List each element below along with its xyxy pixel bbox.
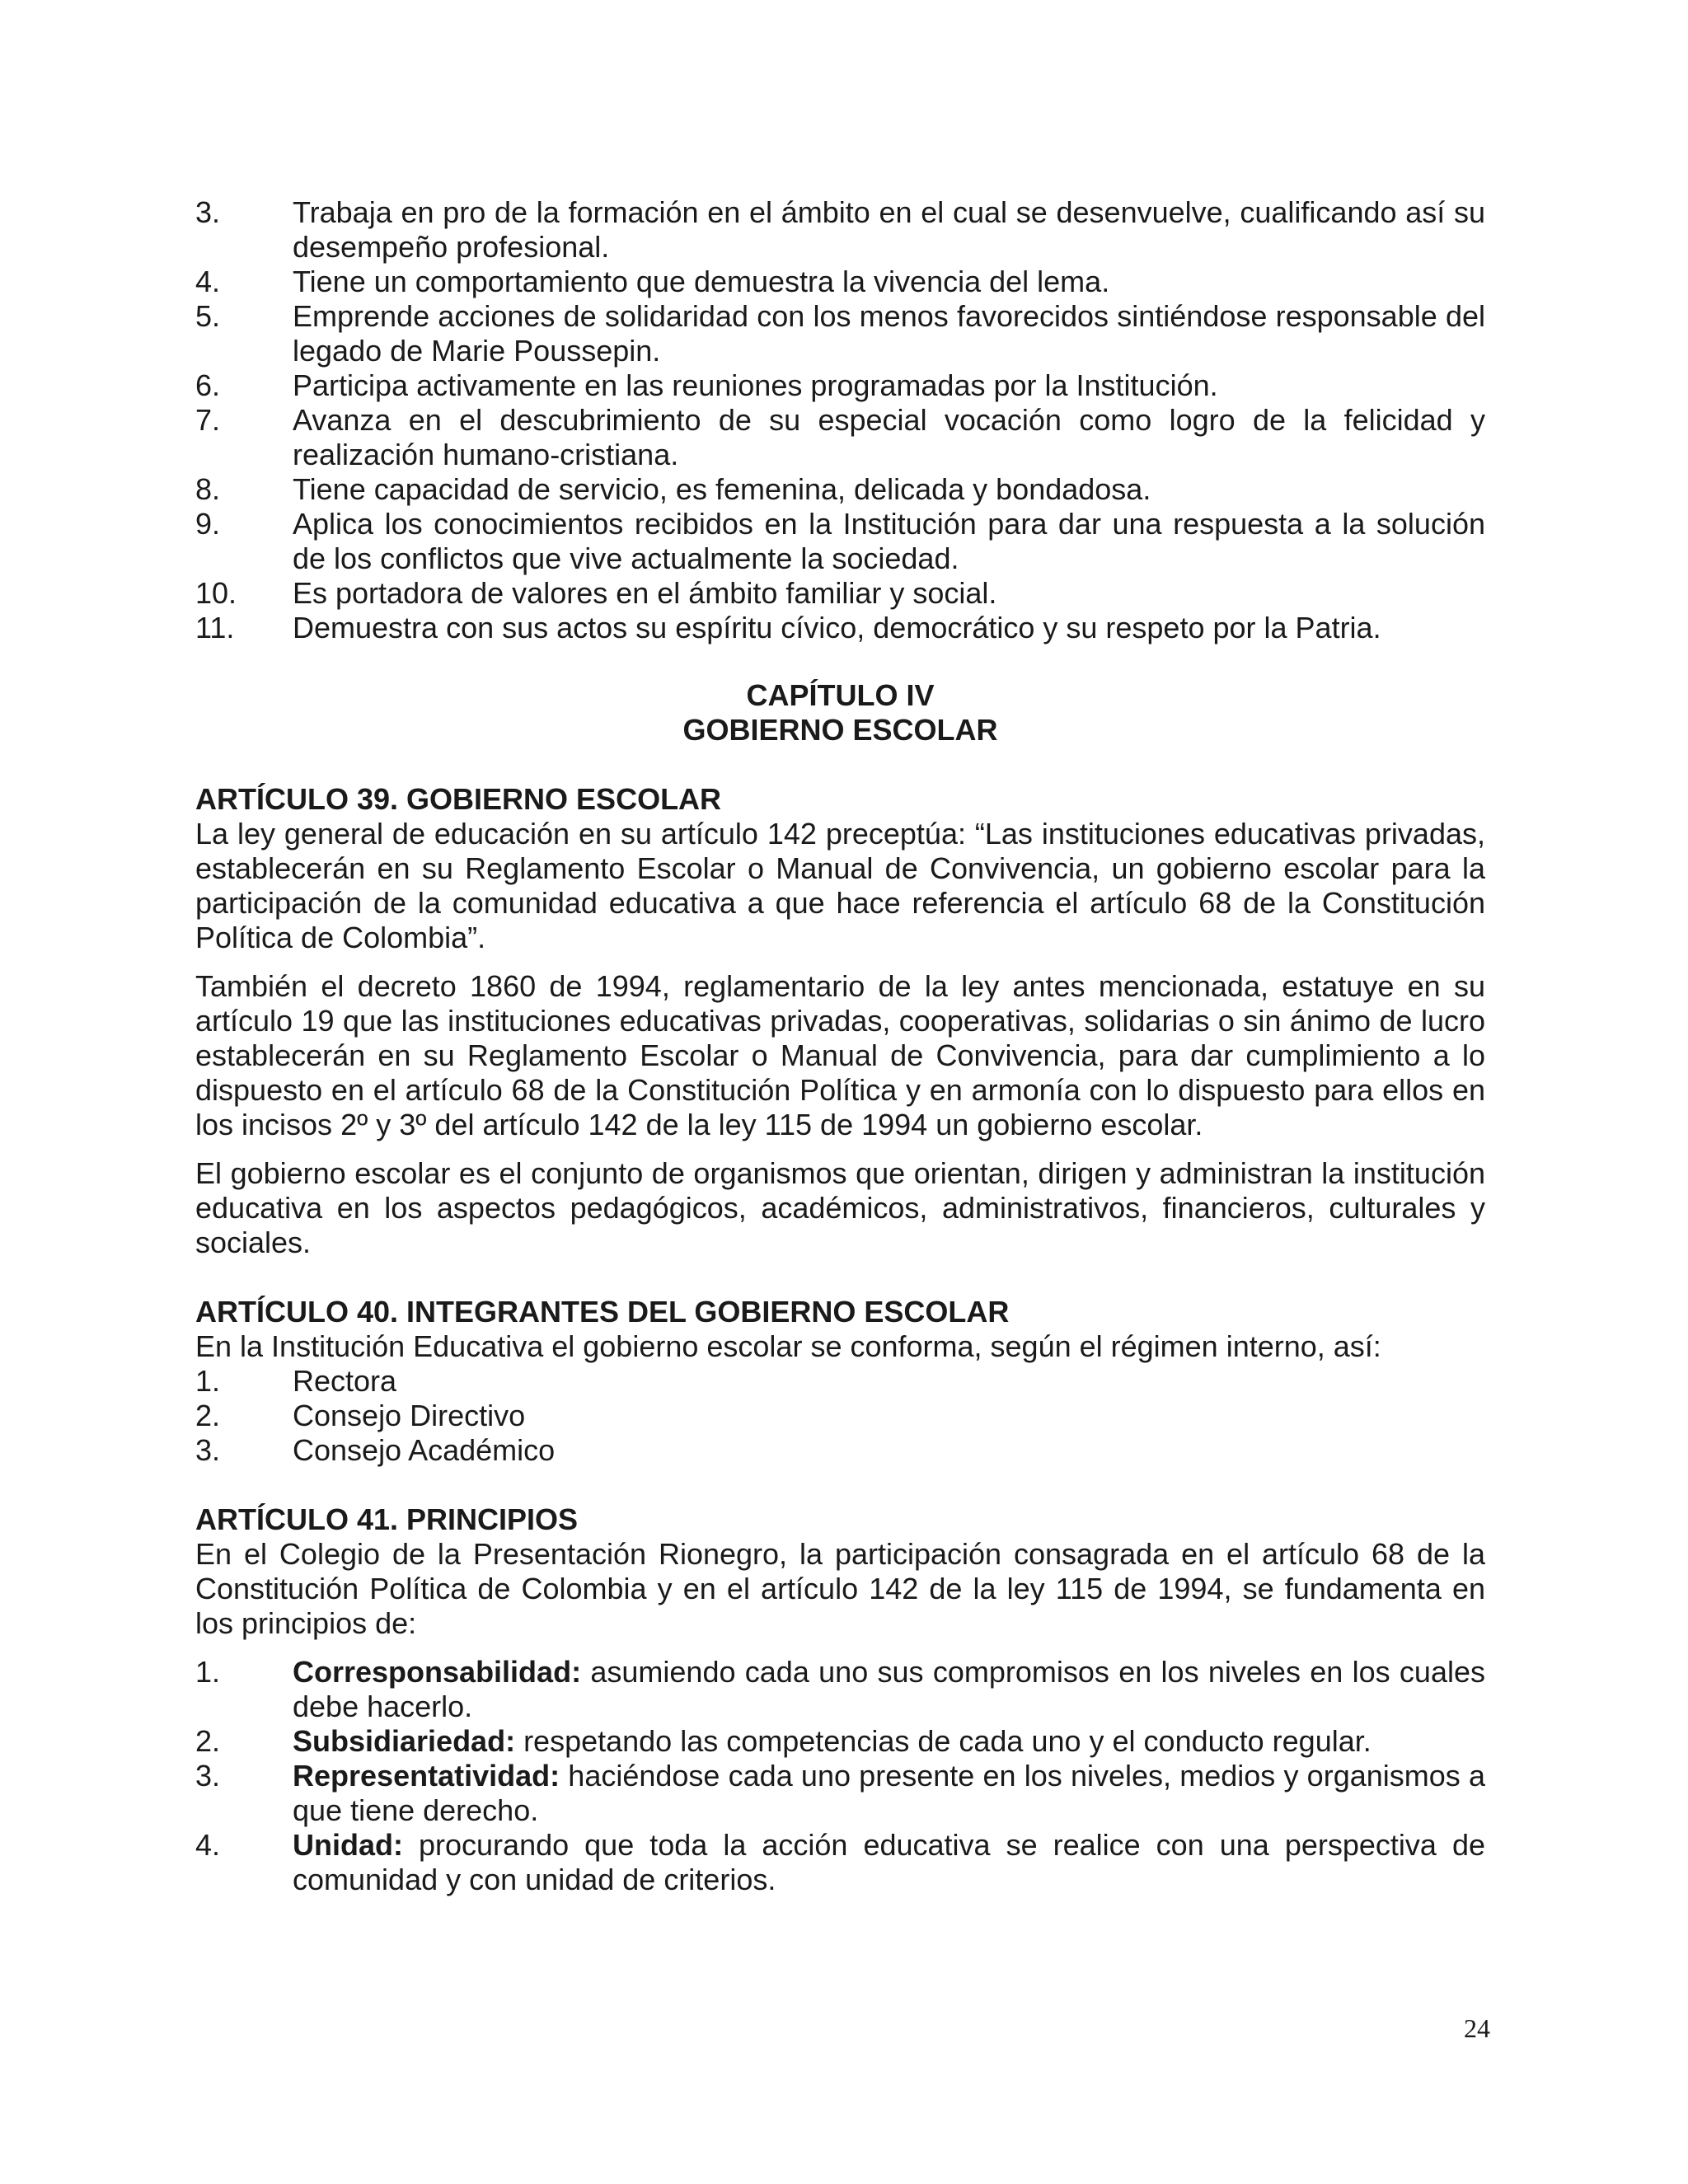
principle-text: procurando que toda la acción educativa se realice con una perspectiva de comunidad y con unidad de criterios. <box>293 1828 1485 1896</box>
list-item <box>195 1828 1485 1897</box>
list-item <box>195 1759 1485 1828</box>
list-text: Consejo Académico <box>293 1433 556 1467</box>
list-text: Avanza en el descubrimiento de su especial vocación como logro de la felicidad y realización humano-cristiana. <box>293 403 1485 471</box>
principle-term: Corresponsabilidad: <box>293 1655 582 1689</box>
article-41 <box>195 1502 1485 1897</box>
article-title: ARTÍCULO 40. INTEGRANTES DEL GOBIERNO ESCOLAR <box>195 1295 1010 1329</box>
list-number: 3. <box>195 1759 221 1793</box>
list-number: 10. <box>195 576 237 610</box>
list-text: Rectora <box>293 1364 397 1398</box>
list-text: Emprende acciones de solidaridad con los menos favorecidos sintiéndose responsable del legado de Marie Poussepin. <box>293 299 1485 368</box>
page-content <box>195 195 1485 1897</box>
members-list <box>195 1364 1485 1468</box>
profile-list <box>195 195 1485 645</box>
paragraph: En la Institución Educativa el gobierno escolar se conforma, según el régimen interno, así: <box>195 1329 1381 1363</box>
list-text: Tiene un comportamiento que demuestra la vivencia del lema. <box>293 265 1110 298</box>
chapter-heading <box>195 678 1485 748</box>
article-title: ARTÍCULO 41. PRINCIPIOS <box>195 1502 579 1536</box>
list-number: 1. <box>195 1364 221 1398</box>
principle-text: haciéndose cada uno presente en los niveles, medios y organismos a que tiene derecho. <box>293 1759 1485 1827</box>
principle-text: respetando las competencias de cada uno y el conducto regular. <box>515 1724 1372 1758</box>
article-39 <box>195 782 1485 1260</box>
principle-text: asumiendo cada uno sus compromisos en los niveles en los cuales debe hacerlo. <box>293 1655 1485 1723</box>
list-item <box>195 299 1485 368</box>
paragraph: El gobierno escolar es el conjunto de organismos que orientan, dirigen y administran la institución educativa en los aspectos pedagógicos, académicos, administrativos, financieros, culturales y sociales. <box>195 1156 1485 1259</box>
principle-term: Representatividad: <box>293 1759 560 1793</box>
list-text: Tiene capacidad de servicio, es femenina, delicada y bondadosa. <box>293 472 1151 506</box>
list-item <box>195 611 1485 645</box>
list-item <box>195 1364 1485 1399</box>
paragraph: La ley general de educación en su artículo 142 preceptúa: “Las instituciones educativas privadas, establecerán en su Reglamento Escolar o Manual de Convivencia, un gobierno escolar para la participación de la comunidad educativa a que hace referencia el artículo 68 de la Constitución Política de Colombia”. <box>195 817 1485 954</box>
list-item <box>195 1399 1485 1433</box>
list-item <box>195 507 1485 576</box>
list-number: 3. <box>195 1433 221 1467</box>
list-item <box>195 576 1485 611</box>
list-text: Aplica los conocimientos recibidos en la Institución para dar una respuesta a la solución de los conflictos que vive actualmente la sociedad. <box>293 507 1485 575</box>
list-item <box>195 368 1485 403</box>
list-item <box>195 403 1485 472</box>
list-number: 4. <box>195 1828 221 1862</box>
list-text: Participa activamente en las reuniones programadas por la Institución. <box>293 368 1218 402</box>
list-number: 9. <box>195 507 221 541</box>
principle-term: Unidad: <box>293 1828 403 1862</box>
list-text: Es portadora de valores en el ámbito familiar y social. <box>293 576 997 610</box>
list-number: 7. <box>195 403 221 437</box>
paragraph: También el decreto 1860 de 1994, reglamentario de la ley antes mencionada, estatuye en su artículo 19 que las instituciones educativas privadas, cooperativas, solidarias o sin ánimo de lucro establecerán en su Reglamento Escolar o Manual de Convivencia, para dar cumplimiento a lo dispuesto en el artículo 68 de la Constitución Política y en armonía con lo dispuesto para ellos en los incisos 2º y 3º del artículo 142 de la ley 115 de 1994 un gobierno escolar. <box>195 969 1485 1141</box>
list-item <box>195 265 1485 299</box>
list-number: 2. <box>195 1399 221 1432</box>
article-40 <box>195 1295 1485 1468</box>
list-text: Demuestra con sus actos su espíritu cívico, democrático y su respeto por la Patria. <box>293 611 1381 644</box>
paragraph: En el Colegio de la Presentación Rionegro, la participación consagrada en el artículo 68 de la Constitución Política de Colombia y en el artículo 142 de la ley 115 de 1994, se fundamenta en los principios de: <box>195 1537 1485 1640</box>
list-item <box>195 195 1485 265</box>
list-item <box>195 1724 1485 1759</box>
list-number: 6. <box>195 368 221 402</box>
page-number: 24 <box>1464 2013 1490 2043</box>
list-item <box>195 1433 1485 1468</box>
chapter-title: GOBIERNO ESCOLAR <box>682 713 998 747</box>
list-number: 2. <box>195 1724 221 1758</box>
list-number: 8. <box>195 472 221 506</box>
list-item <box>195 1655 1485 1724</box>
list-number: 11. <box>195 611 235 644</box>
list-text: Consejo Directivo <box>293 1399 526 1432</box>
list-number: 4. <box>195 265 221 298</box>
principles-list <box>195 1655 1485 1897</box>
list-item <box>195 472 1485 507</box>
list-text: Trabaja en pro de la formación en el ámbito en el cual se desenvuelve, cualificando así su desempeño profesional. <box>293 195 1485 264</box>
list-number: 1. <box>195 1655 221 1689</box>
article-title: ARTÍCULO 39. GOBIERNO ESCOLAR <box>195 782 722 816</box>
principle-term: Subsidiariedad: <box>293 1724 516 1758</box>
list-number: 3. <box>195 195 221 229</box>
chapter-number: CAPÍTULO IV <box>746 678 935 712</box>
list-number: 5. <box>195 299 221 333</box>
